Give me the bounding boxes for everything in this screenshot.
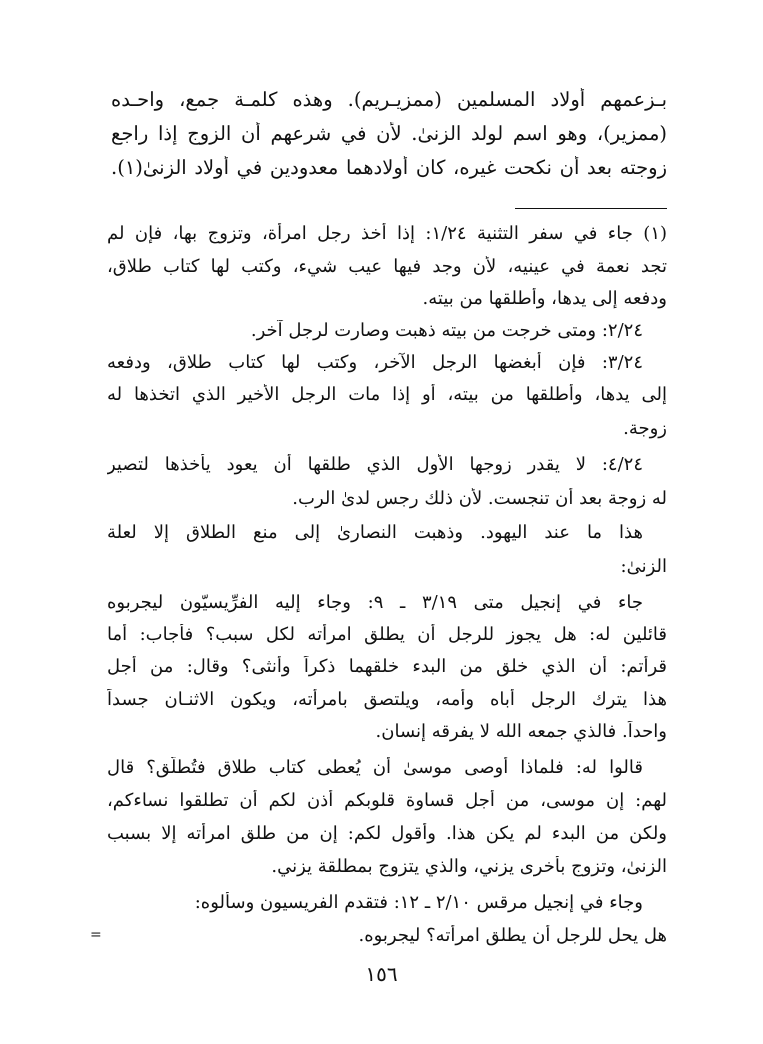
footnote-line: ٣/٢٤: فإن أبغضها الرجل الآخر، وكتب لها كتاب طلاق، ودفعه (107, 352, 643, 373)
footnote-line: الزنىٰ، وتزوج بأخرى يزني، والذي يتزوج بمطلقة يزني. (271, 856, 667, 877)
footnote-line: له زوجة بعد أن تنجست. لأن ذلك رجس لدىٰ الرب. (292, 488, 667, 509)
footnote-line: ودفعه إلى يدها، وأطلقها من بيته. (422, 288, 667, 309)
footnote-line: واحداً. فالذي جمعه الله لا يفرقه إنسان. (375, 721, 667, 742)
footnote-line: الزنىٰ: (620, 556, 667, 577)
footnote-line: قالوا له: فلماذا أوصى موسىٰ أن يُعطى كتاب طلاق فتُطلَّق؟ قال (107, 757, 643, 778)
footnote-line: هذا ما عند اليهود. وذهبت النصارىٰ إلى منع الطلاق إلا لعلة (107, 522, 643, 543)
footnote-line: تجد نعمة في عينيه، لأن وجد فيها عيب شيء، وكتب لها كتاب طلاق، (107, 256, 667, 277)
footnote-separator (515, 208, 667, 209)
footnote-line: ٢/٢٤: ومتى خرجت من بيته ذهبت وصارت لرجل آخر. (250, 320, 643, 341)
footnote-line: هذا يترك الرجل أباه وأمه، ويلتصق بامرأته، ويكون الاثنـان جسداً (107, 689, 667, 710)
footnote-line: قرأتم: أن الذي خلق من البدء خلقهما ذكراً وأنثى؟ وقال: من أجل (107, 656, 667, 677)
footnote-line: وجاء في إنجيل مرقس ٢/١٠ ـ ١٢: فتقدم الفريسيون وسألوه: (194, 892, 643, 913)
footnote-line: ولكن من البدء لم يكن هذا. وأقول لكم: إن من طلق امرأته إلا بسبب (107, 823, 667, 844)
footnote-line: هل يحل للرجل أن يطلق امرأته؟ ليجربوه. (358, 925, 667, 946)
footnote-line: جاء في إنجيل متى ٣/١٩ ـ ٩: وجاء إليه الفرِّيسيّون ليجربوه (107, 592, 643, 613)
main-text-line-1: بـزعمهم أولاد المسلمين (ممزيـريم). وهذه كلمـة جمع، واحـده (111, 88, 667, 111)
page-number: ١٥٦ (365, 962, 398, 986)
main-text-line-3: زوجته بعد أن نكحت غيره، كان أولادهما معدودين في أولاد الزنىٰ(١). (111, 156, 667, 179)
footnote-line: لهم: إن موسى، من أجل قساوة قلوبكم أذن لكم أن تطلقوا نساءكم، (107, 790, 667, 811)
footnote-line: (١) جاء في سفر التثنية ١/٢٤: إذا أخذ رجل امرأة، وتزوج بها، فإن لم (107, 223, 667, 244)
margin-mark: = (90, 927, 102, 943)
footnote-line: زوجة. (623, 418, 667, 439)
footnote-line: ٤/٢٤: لا يقدر زوجها الأول الذي طلقها أن يعود يأخذها لتصير (107, 454, 643, 475)
footnote-line: إلى يدها، وأطلقها من بيته، أو إذا مات الرجل الأخير الذي اتخذها له (107, 384, 667, 405)
footnote-line: قائلين له: هل يجوز للرجل أن يطلق امرأته لكل سبب؟ فأجاب: أما (107, 624, 667, 645)
main-text-line-2: (ممزير)، وهو اسم لولد الزنىٰ. لأن في شرعهم أن الزوج إذا راجع (111, 122, 667, 145)
